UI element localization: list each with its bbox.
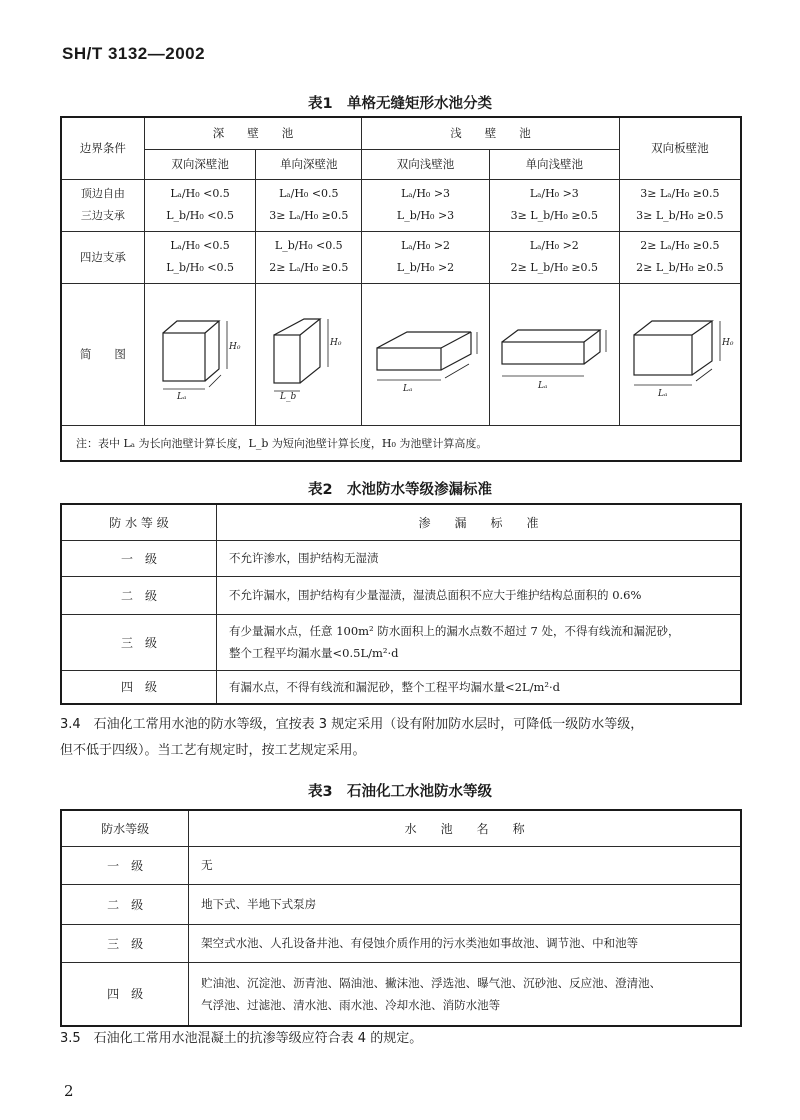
diagram-cell	[489, 283, 619, 425]
table3-caption: 表3 石油化工水池防水等级	[307, 784, 493, 800]
pool-name-cell: 架空式水池、人孔设备井池、有侵蚀介质作用的污水类池如事故池、调节池、中和池等	[189, 924, 741, 962]
ratio-cell: 2≥ Lₐ/H₀ ≥0.5 2≥ L_b/H₀ ≥0.5	[619, 231, 741, 283]
clause-3-5: 3.5 石油化工常用水池混凝土的抗渗等级应符合表 4 的规定。	[60, 1031, 423, 1046]
ratio-cell: Lₐ/H₀ >3 3≥ L_b/H₀ ≥0.5	[489, 179, 619, 231]
svg-text:Lₐ: Lₐ	[538, 381, 548, 391]
svg-text:Lₐ: Lₐ	[657, 389, 668, 399]
standard-cell: 有漏水点，不得有线流和漏泥砂，整个工程平均漏水量<2L/m²·d	[217, 670, 741, 704]
grade-cell: 一 级	[61, 846, 189, 884]
ratio-cell: Lₐ/H₀ <0.5 L_b/H₀ <0.5	[144, 231, 256, 283]
ratio-cell: Lₐ/H₀ <0.5 3≥ Lₐ/H₀ ≥0.5	[256, 179, 362, 231]
table2	[60, 503, 742, 705]
diagram-cell	[144, 283, 256, 425]
svg-text:Lₐ: Lₐ	[177, 392, 187, 402]
ratio-cell: L_b/H₀ <0.5 2≥ Lₐ/H₀ ≥0.5	[256, 231, 362, 283]
table2-caption: 表2 水池防水等级渗漏标准	[307, 482, 493, 498]
svg-text:Lₐ: Lₐ	[402, 384, 412, 394]
pool-name-header: 水 池 名 称	[189, 810, 741, 846]
grade-cell: 一 级	[61, 540, 217, 576]
grade-header: 防 水 等 级	[61, 504, 217, 540]
plate-box-diagram	[628, 309, 732, 399]
standard-cell: 不允许漏水，围护结构有少量湿渍，湿渍总面积不应大于维护结构总面积的 0.6%	[217, 576, 741, 614]
diagram-cell	[619, 283, 741, 425]
pool-name-cell: 地下式、半地下式泵房	[189, 884, 741, 924]
row-label: 顶边自由 三边支承	[61, 179, 144, 231]
clause-3-4: 3.4 石油化工常用水池的防水等级，宜按表 3 规定采用（设有附加防水层时，可降低一级防水等级， 但不低于四级）。当工艺有规定时，按工艺规定采用。	[60, 717, 644, 758]
ratio-cell: Lₐ/H₀ >2 2≥ L_b/H₀ ≥0.5	[489, 231, 619, 283]
ratio-cell: Lₐ/H₀ >3 L_b/H₀ >3	[362, 179, 490, 231]
long-box-diagram	[496, 314, 612, 394]
flat-box-diagram	[371, 314, 481, 394]
grade-cell: 三 级	[61, 924, 189, 962]
col-header: 双向浅壁池	[362, 149, 490, 179]
diagram-cell	[362, 283, 490, 425]
grade-header: 防水等级	[61, 810, 189, 846]
standard-header: 渗 漏 标 准	[217, 504, 741, 540]
col-header: 双向深壁池	[144, 149, 256, 179]
plate-header: 双向板壁池	[619, 117, 741, 179]
grade-cell: 二 级	[61, 576, 217, 614]
standard-cell: 有少量漏水点，任意 100m² 防水面积上的漏水点数不超过 7 处，不得有线流和漏泥砂， 整个工程平均漏水量<0.5L/m²·d	[217, 614, 741, 670]
table1-caption: 表1 单格无缝矩形水池分类	[307, 96, 493, 112]
grade-cell: 四 级	[61, 670, 217, 704]
boundary-header: 边界条件	[61, 117, 144, 179]
row-label: 四边支承	[61, 231, 144, 283]
page-number: 2	[64, 1082, 74, 1100]
grade-cell: 四 级	[61, 962, 189, 1026]
grade-cell: 二 级	[61, 884, 189, 924]
tall-box-diagram	[264, 309, 354, 402]
standard-cell: 不允许渗水，围护结构无湿渍	[217, 540, 741, 576]
ratio-cell: Lₐ/H₀ <0.5 L_b/H₀ <0.5	[144, 179, 256, 231]
deep-header: 深 壁 池	[144, 117, 361, 149]
col-header: 单向浅壁池	[489, 149, 619, 179]
table3	[60, 809, 742, 1027]
svg-text:H₀: H₀	[229, 342, 241, 352]
diagram-cell	[256, 283, 362, 425]
svg-text:H₀: H₀	[721, 338, 734, 348]
svg-text:H₀: H₀	[329, 338, 342, 348]
col-header: 单向深壁池	[256, 149, 362, 179]
table1	[60, 116, 742, 462]
ratio-cell: Lₐ/H₀ >2 L_b/H₀ >2	[362, 231, 490, 283]
pool-name-cell: 贮油池、沉淀池、沥青池、隔油池、撇沫池、浮选池、曝气池、沉砂池、反应池、澄清池、 气浮池、过滤池、清水池、雨水池、冷却水池、消防水池等	[189, 962, 741, 1026]
table1-note: 注：表中 Lₐ 为长向池壁计算长度，L_b 为短向池壁计算长度，H₀ 为池壁计算高度。	[61, 425, 741, 461]
shallow-header: 浅 壁 池	[362, 117, 620, 149]
diagram-label: 简 图	[61, 283, 144, 425]
ratio-cell: 3≥ Lₐ/H₀ ≥0.5 3≥ L_b/H₀ ≥0.5	[619, 179, 741, 231]
pool-name-cell: 无	[189, 846, 741, 884]
tall-box-diagram	[155, 309, 245, 402]
svg-text:L_b: L_b	[279, 392, 297, 402]
document-header: SH/T 3132—2002	[62, 44, 206, 63]
grade-cell: 三 级	[61, 614, 217, 670]
